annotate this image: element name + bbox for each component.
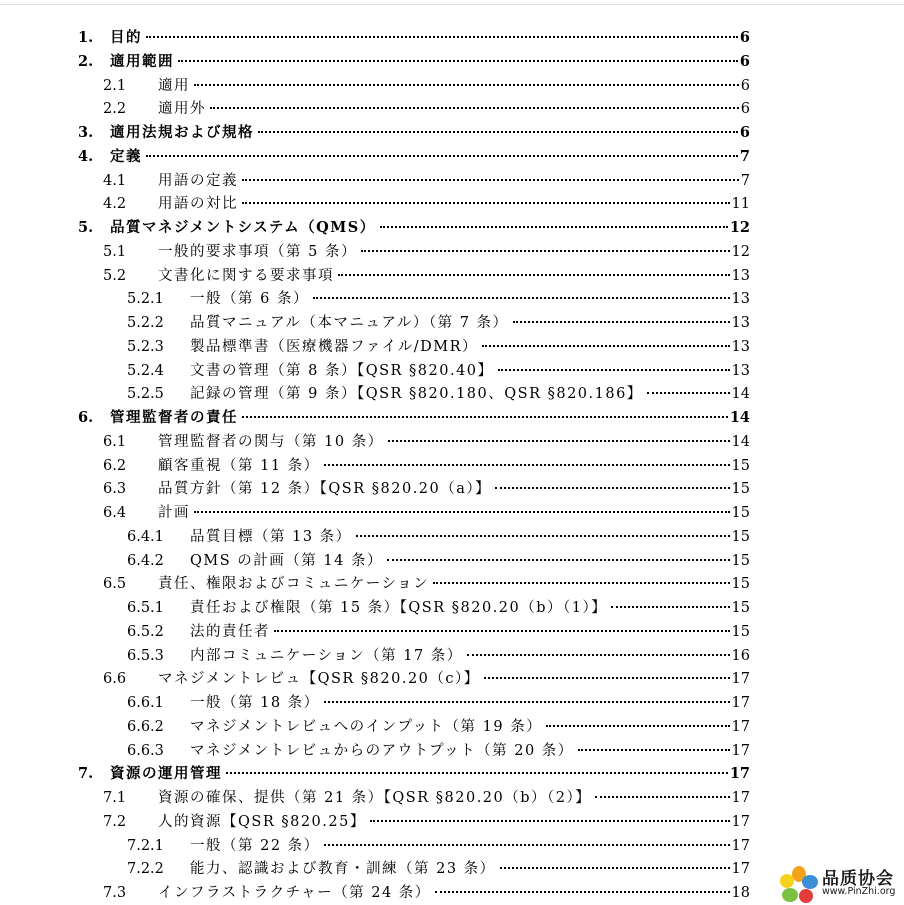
- toc-entry-page: 6: [739, 52, 750, 70]
- toc-entry-leader: [324, 843, 730, 846]
- toc-entry[interactable]: [0, 501, 750, 525]
- toc-entry-title: マネジメントレビュ【QSR §820.20（c）】: [158, 671, 480, 688]
- toc-entry-body: [110, 121, 750, 145]
- toc-entry-number: 6.4.1: [127, 528, 164, 545]
- toc-entry-body: [158, 97, 750, 121]
- toc-entry-number: 6.2: [103, 457, 127, 474]
- toc-entry-title: 目的: [110, 29, 142, 46]
- toc-entry-title: 資源の運用管理: [110, 765, 222, 783]
- toc-entry-title: 用語の定義: [158, 172, 238, 189]
- toc-entry-number: 5.2: [103, 267, 127, 284]
- watermark-logo: [778, 862, 904, 905]
- toc-entry-number: 6.5: [103, 576, 127, 593]
- toc-entry-body: [158, 667, 750, 691]
- toc-entry-leader: [274, 629, 730, 632]
- toc-entry-body: [158, 810, 750, 834]
- toc-entry-title: 適用法規および規格: [110, 124, 254, 141]
- toc-entry-leader: [498, 368, 730, 371]
- toc-entry[interactable]: [0, 97, 750, 121]
- toc-entry-body: [190, 596, 750, 620]
- toc-entry-leader: [500, 866, 730, 869]
- toc-entry-leader: [242, 415, 728, 418]
- toc-entry-number: 7.2: [103, 813, 127, 830]
- toc-entry-leader: [484, 676, 730, 679]
- toc-entry-title: マネジメントレビュからのアウトプット（第 20 条）: [190, 742, 574, 759]
- toc-entry[interactable]: [0, 762, 750, 786]
- toc-entry-body: [158, 264, 750, 288]
- toc-entry-leader: [361, 249, 730, 252]
- toc-entry-page: 14: [731, 433, 750, 450]
- toc-entry-title: 管理監督者の関与（第 10 条）: [158, 433, 384, 450]
- toc-entry[interactable]: [0, 26, 750, 50]
- toc-entry-leader: [226, 771, 728, 774]
- toc-entry-number: 6.4.2: [127, 552, 164, 569]
- toc-entry-leader: [380, 225, 728, 228]
- toc-entry[interactable]: [0, 74, 750, 98]
- toc-entry-body: [190, 691, 750, 715]
- toc-entry-number: 6.: [78, 409, 94, 426]
- toc-entry-body: [190, 834, 750, 858]
- toc-entry-body: [158, 240, 750, 264]
- toc-entry-body: [110, 406, 750, 430]
- toc-entry-body: [158, 881, 750, 905]
- toc-entry-page: 12: [731, 243, 750, 260]
- toc-entry-number: 5.2.5: [127, 386, 164, 403]
- toc-entry-body: [190, 525, 750, 549]
- toc-entry-page: 13: [731, 362, 750, 379]
- toc-entry-title: 適用: [158, 77, 190, 94]
- toc-entry-body: [110, 762, 750, 786]
- toc-entry-body: [190, 335, 750, 359]
- toc-entry-number: 5.2.1: [127, 291, 164, 308]
- toc-entry-page: 18: [731, 885, 750, 901]
- toc-entry[interactable]: [0, 739, 750, 763]
- toc-entry-number: 4.1: [103, 172, 127, 189]
- toc-entry-page: 17: [731, 813, 750, 830]
- toc-entry-leader: [324, 463, 730, 466]
- toc-entry-body: [190, 287, 750, 311]
- toc-entry-body: [158, 786, 750, 810]
- toc-entry[interactable]: [0, 430, 750, 454]
- toc-entry-number: 2.1: [103, 77, 127, 94]
- toc-entry-page: 7: [739, 147, 750, 165]
- toc-entry[interactable]: [0, 786, 750, 810]
- toc-entry[interactable]: [0, 335, 750, 359]
- toc-entry[interactable]: [0, 620, 750, 644]
- toc-entry-title: 管理監督者の責任: [110, 409, 238, 426]
- toc-entry-number: 3.: [78, 124, 94, 141]
- toc-entry-body: [190, 311, 750, 335]
- toc-entry-leader: [467, 653, 730, 656]
- toc-entry-leader: [546, 724, 729, 727]
- toc-entry-number: 7.1: [103, 790, 127, 806]
- toc-entry-title: QMS の計画（第 14 条）: [190, 552, 383, 569]
- toc-entry-page: 17: [731, 837, 750, 854]
- toc-entry-title: 資源の確保、提供（第 21 条）【QSR §820.20（b）（2）】: [158, 790, 592, 806]
- toc-entry[interactable]: [0, 857, 750, 881]
- toc-entry-leader: [647, 391, 730, 394]
- toc-entry-title: 責任および権限（第 15 条）【QSR §820.20（b）（1）】: [190, 600, 608, 616]
- toc-entry-page: 6: [739, 124, 750, 141]
- toc-entry-number: 6.5.3: [127, 647, 164, 664]
- toc-entry[interactable]: [0, 240, 750, 264]
- toc-entry-number: 5.2.3: [127, 338, 164, 355]
- toc-entry[interactable]: [0, 50, 750, 74]
- toc-entry[interactable]: [0, 121, 750, 145]
- toc-entry-leader: [178, 59, 738, 62]
- top-divider: [0, 4, 904, 5]
- toc-entry-page: 17: [731, 742, 750, 759]
- toc-entry-leader: [595, 795, 729, 798]
- toc-entry-page: 15: [731, 528, 750, 545]
- toc-entry-page: 16: [731, 647, 750, 664]
- toc-entry-body: [110, 50, 750, 74]
- toc-entry-page: 17: [731, 861, 750, 878]
- toc-entry-title: 文書の管理（第 8 条）【QSR §820.40】: [190, 362, 494, 379]
- toc-entry-title: 文書化に関する要求事項: [158, 267, 334, 284]
- toc-entry[interactable]: [0, 667, 750, 691]
- toc-entry-number: 6.3: [103, 481, 127, 498]
- toc-entry-leader: [495, 486, 729, 489]
- toc-entry[interactable]: [0, 359, 750, 383]
- toc-entry-page: 11: [731, 196, 750, 213]
- toc-entry-page: 15: [731, 481, 750, 498]
- toc-entry-leader: [242, 201, 730, 204]
- toc-entry-page: 17: [729, 765, 750, 783]
- toc-entry-body: [190, 857, 750, 881]
- toc-entry-title: 能力、認識および教育・訓練（第 23 条）: [190, 861, 496, 878]
- toc-entry-page: 15: [731, 623, 750, 640]
- toc-entry-number: 7.2.2: [127, 861, 164, 878]
- toc-entry[interactable]: [0, 881, 750, 905]
- toc-entry-page: 15: [731, 576, 750, 593]
- toc-entry-number: 6.1: [103, 433, 127, 450]
- toc-entry-number: 5.: [78, 219, 94, 236]
- toc-entry-body: [190, 715, 750, 739]
- toc-entry-title: 用語の対比: [158, 196, 238, 213]
- toc-entry-number: 4.2: [103, 196, 127, 213]
- toc-entry[interactable]: [0, 311, 750, 335]
- toc-entry-page: 17: [731, 790, 750, 806]
- toc-entry-number: 2.: [78, 52, 94, 70]
- toc-entry-leader: [370, 819, 730, 822]
- toc-entry-body: [158, 454, 750, 478]
- toc-entry-page: 6: [740, 77, 750, 94]
- toc-entry-title: 品質マニュアル（本マニュアル）（第 7 条）: [190, 315, 509, 331]
- toc-entry-page: 14: [729, 409, 750, 426]
- toc-entry-leader: [210, 106, 739, 109]
- toc-entry-number: 6.6.2: [127, 718, 164, 735]
- toc-entry-body: [158, 430, 750, 454]
- flower-logo-icon: [778, 865, 820, 905]
- toc-entry-body: [158, 74, 750, 98]
- toc-entry-title: 法的責任者: [190, 623, 270, 640]
- toc-entry-page: 15: [731, 600, 750, 616]
- toc-entry-page: 12: [729, 219, 750, 236]
- toc-entry[interactable]: [0, 192, 750, 216]
- toc-entry-page: 17: [731, 718, 750, 735]
- toc-entry-page: 13: [731, 338, 750, 355]
- toc-entry-title: 一般（第 6 条）: [190, 291, 309, 308]
- toc-entry-body: [110, 145, 750, 169]
- toc-entry-body: [190, 382, 750, 406]
- toc-entry-number: 6.6.1: [127, 695, 164, 711]
- watermark-title: 品质协会: [822, 869, 894, 889]
- toc-entry-body: [158, 572, 750, 596]
- toc-entry-title: 人的資源【QSR §820.25】: [158, 813, 366, 830]
- toc-entry-number: 5.2.4: [127, 362, 164, 379]
- toc-entry-title: 計画: [158, 505, 190, 521]
- toc-entry[interactable]: [0, 264, 750, 288]
- toc-entry-body: [110, 26, 750, 50]
- toc-entry-body: [190, 359, 750, 383]
- toc-entry[interactable]: [0, 549, 750, 573]
- toc-entry-body: [190, 739, 750, 763]
- toc-entry-body: [190, 644, 750, 668]
- toc-entry-page: 15: [731, 552, 750, 569]
- toc-entry-title: 製品標準書（医療機器ファイル/DMR）: [190, 338, 478, 355]
- toc-entry-leader: [578, 748, 730, 751]
- toc-entry-leader: [611, 605, 729, 608]
- toc-entry-number: 6.6: [103, 671, 127, 688]
- toc-entry-title: 内部コミュニケーション（第 17 条）: [190, 647, 463, 664]
- toc-entry-leader: [146, 154, 738, 157]
- toc-entry[interactable]: [0, 145, 750, 169]
- toc-entry-number: 7.2.1: [127, 837, 164, 854]
- toc-entry[interactable]: [0, 169, 750, 193]
- toc-entry-leader: [324, 700, 730, 703]
- toc-entry-title: 一般（第 18 条）: [190, 695, 320, 711]
- toc-entry-leader: [388, 439, 730, 442]
- toc-entry[interactable]: [0, 477, 750, 501]
- toc-entry-page: 17: [731, 695, 750, 711]
- toc-entry-page: 15: [731, 457, 750, 474]
- toc-entry-title: 一般（第 22 条）: [190, 837, 320, 854]
- toc-entry-page: 14: [731, 386, 750, 403]
- toc-entry[interactable]: [0, 572, 750, 596]
- toc-entry-page: 13: [731, 267, 750, 284]
- toc-entry-page: 7: [740, 172, 750, 189]
- toc-entry-title: 定義: [110, 147, 142, 165]
- toc-entry-page: 6: [739, 29, 750, 46]
- toc-entry-title: 顧客重視（第 11 条）: [158, 457, 320, 474]
- toc-entry-title: 適用範囲: [110, 52, 174, 70]
- toc-entry-number: 6.4: [103, 505, 127, 521]
- toc-entry-number: 5.1: [103, 243, 127, 260]
- toc-entry-number: 1.: [78, 29, 94, 46]
- toc-entry-title: 品質目標（第 13 条）: [190, 528, 352, 545]
- toc-entry-page: 13: [731, 291, 750, 308]
- watermark-url: www.PinZhi.org: [822, 886, 896, 897]
- toc-entry-title: マネジメントレビュへのインプット（第 19 条）: [190, 718, 543, 735]
- toc-entry-page: 13: [731, 315, 750, 331]
- toc-entry-number: 7.3: [103, 885, 127, 901]
- toc-entry[interactable]: [0, 715, 750, 739]
- toc-entry-number: 5.2.2: [127, 315, 164, 331]
- toc-entry-leader: [435, 890, 730, 893]
- toc-entry-number: 4.: [78, 147, 94, 165]
- toc-entry[interactable]: [0, 810, 750, 834]
- toc-entry[interactable]: [0, 834, 750, 858]
- toc-entry-leader: [433, 581, 729, 584]
- toc-entry-page: 17: [731, 671, 750, 688]
- toc-entry-number: 6.6.3: [127, 742, 164, 759]
- toc-entry-body: [110, 216, 750, 240]
- toc-entry-page: 15: [731, 505, 750, 521]
- toc-entry-title: 適用外: [158, 101, 206, 118]
- toc-entry-title: 記録の管理（第 9 条）【QSR §820.180、QSR §820.186】: [190, 386, 643, 403]
- toc-entry[interactable]: [0, 216, 750, 240]
- toc-entry-leader: [356, 534, 730, 537]
- toc-entry-leader: [482, 344, 730, 347]
- toc-entry-body: [158, 192, 750, 216]
- toc-entry-number: 7.: [78, 765, 94, 783]
- toc-entry-title: 品質方針（第 12 条）【QSR §820.20（a）】: [158, 481, 492, 498]
- toc-entry-number: 6.5.2: [127, 623, 164, 640]
- toc-entry-leader: [313, 296, 730, 299]
- toc-entry-leader: [387, 558, 730, 561]
- toc-entry-body: [158, 501, 750, 525]
- toc-entry-title: 責任、権限およびコミュニケーション: [158, 576, 430, 593]
- toc-entry[interactable]: [0, 525, 750, 549]
- toc-entry-page: 6: [740, 101, 750, 118]
- toc-entry[interactable]: [0, 454, 750, 478]
- toc-entry[interactable]: [0, 691, 750, 715]
- toc-entry-leader: [194, 83, 739, 86]
- toc-entry[interactable]: [0, 287, 750, 311]
- toc-entry[interactable]: [0, 406, 750, 430]
- toc-entry-title: インフラストラクチャー（第 24 条）: [158, 885, 431, 901]
- toc-entry-leader: [194, 510, 730, 513]
- toc-entry-number: 6.5.1: [127, 600, 164, 616]
- toc-entry-body: [158, 169, 750, 193]
- toc-entry-title: 一般的要求事項（第 5 条）: [158, 243, 357, 260]
- toc-entry-leader: [258, 130, 738, 133]
- toc-entry-title: 品質マネジメントシステム（QMS）: [110, 219, 376, 236]
- toc-entry-leader: [146, 35, 738, 38]
- toc-entry-leader: [513, 320, 730, 323]
- toc-entry[interactable]: [0, 596, 750, 620]
- toc-entry-body: [190, 620, 750, 644]
- toc-entry[interactable]: [0, 382, 750, 406]
- toc-entry-body: [190, 549, 750, 573]
- toc-entry-number: 2.2: [103, 101, 127, 118]
- toc-entry-leader: [242, 178, 739, 181]
- toc-entry-leader: [338, 273, 730, 276]
- toc-entry-body: [158, 477, 750, 501]
- toc-entry[interactable]: [0, 644, 750, 668]
